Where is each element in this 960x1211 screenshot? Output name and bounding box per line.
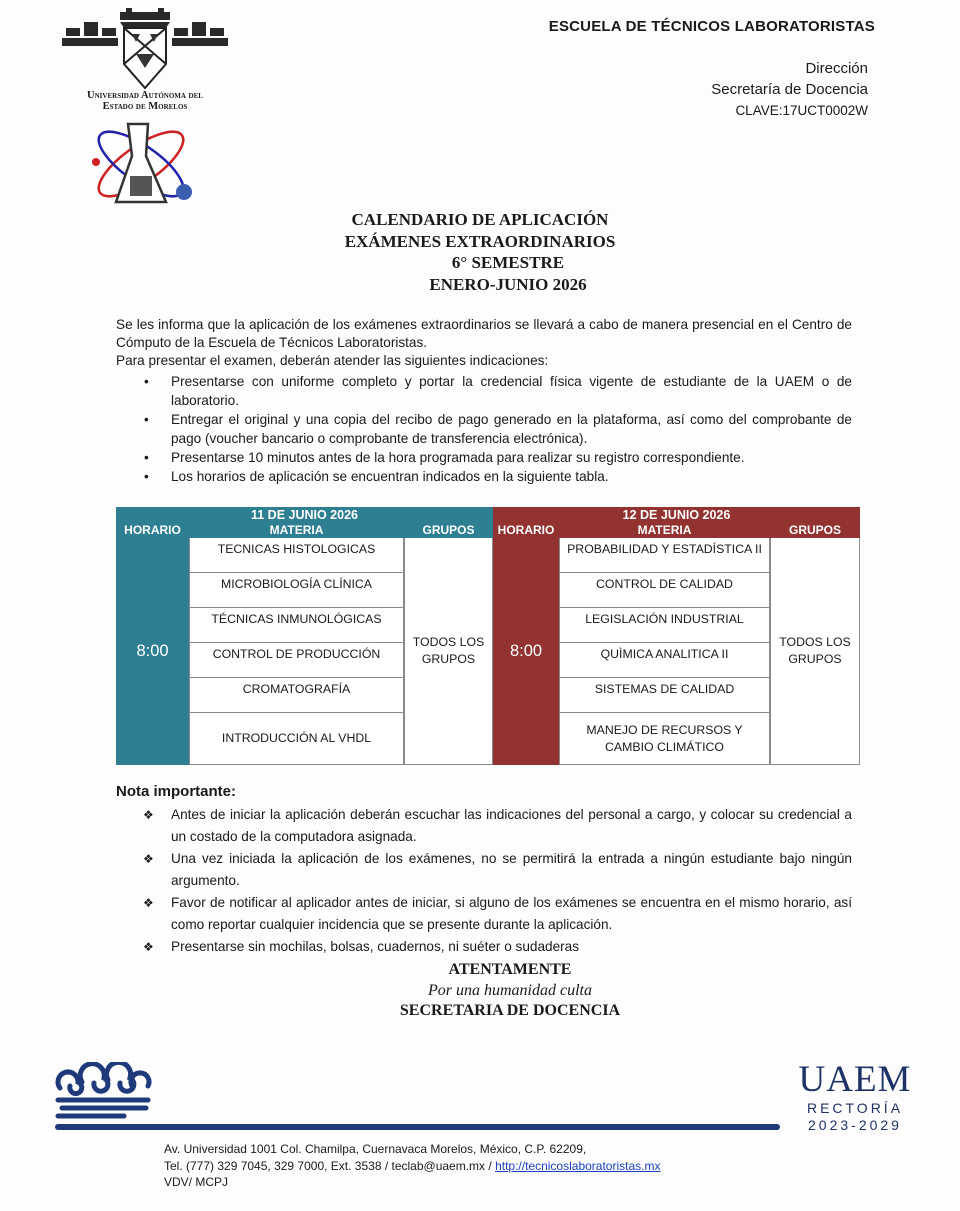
subject-cell: INTRODUCCIÓN AL VHDL [221, 731, 372, 745]
day2-subject-header: MATERIA [559, 523, 770, 538]
schedule-table [116, 507, 860, 765]
footer-divider [55, 1124, 780, 1130]
subject-cell: PROBABILIDAD Y ESTADÍSTICA II [560, 538, 769, 573]
university-line-2: Estado de Morelos [102, 101, 188, 112]
footer-contact [164, 1141, 660, 1191]
closing-block [280, 960, 740, 1022]
direction-label: Dirección [805, 60, 868, 77]
document-title [240, 209, 720, 295]
day1-groups-cell: TODOS LOS GRUPOS [404, 538, 493, 765]
footer-phone-line [164, 1158, 660, 1175]
instruction-item: • Presentarse 10 minutos antes de la hora programada para realizar su registro correspondiente. [116, 448, 852, 467]
day2-groups-cell: TODOS LOS GRUPOS [770, 538, 860, 765]
day1-hour-cell: 8:00 [116, 538, 189, 765]
subject-cell: MICROBIOLOGÍA CLÍNICA [190, 573, 403, 608]
title-line-1: CALENDARIO DE APLICACIÓN [351, 210, 609, 229]
title-line-3: 6° SEMESTRE [451, 253, 565, 272]
closing-regards: ATENTAMENTE [448, 961, 572, 978]
day2-subjects [559, 538, 770, 765]
subject-cell: LEGISLACIÓN INDUSTRIAL [560, 608, 769, 643]
footer-address: Av. Universidad 1001 Col. Chamilpa, Cuernavaca Morelos, México, C.P. 62209, [164, 1142, 587, 1156]
day2-groups-header: GRUPOS [770, 523, 860, 538]
instruction-item: • Los horarios de aplicación se encuentran indicados en la siguiente tabla. [116, 467, 852, 486]
note-item: ❖ Una vez iniciada la aplicación de los exámenes, no se permitirá la entrada a ningún estudiante bajo ningún argumento. [116, 848, 852, 892]
footer-wave-logo [54, 1062, 154, 1128]
secretary-label: Secretaría de Docencia [711, 81, 868, 98]
school-lab-emblem [86, 116, 204, 212]
day1-groups-header: GRUPOS [404, 523, 493, 538]
subject-cell: QUÌMICA ANALITICA II [560, 643, 769, 678]
subject-cell: SISTEMAS DE CALIDAD [560, 678, 769, 713]
day2-hour-cell: 8:00 [493, 538, 559, 765]
rectoria-period: 2023-2029 [808, 1117, 902, 1133]
instructions-list [116, 372, 852, 486]
uaem-brand: UAEM [798, 1059, 912, 1100]
note-item: ❖ Presentarse sin mochilas, bolsas, cuadernos, ni suéter o sudaderas [116, 936, 852, 958]
day1-subject-header: MATERIA [189, 523, 404, 538]
day2-hour-header: HORARIO [493, 523, 559, 538]
subject-cell: CROMATOGRAFÍA [190, 678, 403, 713]
day2-date-header: 12 DE JUNIO 2026 [493, 507, 860, 523]
day1-date-header: 11 DE JUNIO 2026 [116, 507, 493, 523]
note-item: ❖ Favor de notificar al aplicador antes de iniciar, si alguno de los exámenes se encuentra en el mismo horario, así como reportar cualquier incidencia que se presente durante la aplicación. [116, 892, 852, 936]
intro-paragraph: Se les informa que la aplicación de los exámenes extraordinarios se llevará a cabo de manera presencial en el Centro de Cómputo de la Escuela de Técnicos Laboratoristas. [116, 317, 852, 350]
clave-label: CLAVE:17UCT0002W [735, 103, 868, 118]
subject-cell: TECNICAS HISTOLOGICAS [190, 538, 403, 573]
instruction-item: • Entregar el original y una copia del recibo de pago generado en la plataforma, así como del comprobante de pago (voucher bancario o comprobante de transferencia electrónica). [116, 410, 852, 448]
note-item: ❖ Antes de iniciar la aplicación deberán escuchar las indicaciones del personal a cargo, y colocar su credencial a un costado de la computadora asignada. [116, 804, 852, 848]
footer-initials: VDV/ MCPJ [164, 1175, 229, 1189]
subject-cell: CONTROL DE PRODUCCIÓN [190, 643, 403, 678]
notes-title: Nota importante: [116, 783, 236, 800]
uaem-crest-logo [60, 8, 230, 90]
closing-motto: Por una humanidad culta [428, 981, 592, 999]
website-link[interactable]: http://tecnicoslaboratoristas.mx [495, 1158, 661, 1173]
day1-hour-header: HORARIO [116, 523, 189, 538]
uaem-rectoria-logo [780, 1060, 930, 1134]
rectoria-label: RECTORÍA [806, 1100, 904, 1116]
subject-cell: TÉCNICAS INMUNOLÓGICAS [190, 608, 403, 643]
subject-cell: MANEJO DE RECURSOS Y CAMBIO CLIMÁTICO [586, 722, 743, 754]
instructions-lead: Para presentar el examen, deberán atender las siguientes indicaciones: [116, 353, 549, 368]
intro-text [116, 316, 852, 370]
day1-subjects [189, 538, 404, 765]
department-block [711, 58, 868, 121]
school-name: ESCUELA DE TÉCNICOS LABORATORISTAS [548, 18, 875, 35]
title-line-4: ENERO-JUNIO 2026 [429, 274, 587, 294]
subject-cell: CONTROL DE CALIDAD [560, 573, 769, 608]
footer-phone: Tel. (777) 329 7045, 329 7000, Ext. 3538 / teclab@uaem.mx / [164, 1158, 496, 1173]
university-name [50, 90, 240, 112]
instruction-item: • Presentarse con uniforme completo y portar la credencial física vigente de estudiante de la UAEM o de laboratorio. [116, 372, 852, 410]
closing-signatory: SECRETARIA DE DOCENCIA [399, 1002, 621, 1019]
notes-list [116, 804, 852, 958]
title-line-2: EXÁMENES EXTRAORDINARIOS [344, 231, 616, 251]
university-line-1: Universidad Autónoma del [87, 90, 203, 101]
